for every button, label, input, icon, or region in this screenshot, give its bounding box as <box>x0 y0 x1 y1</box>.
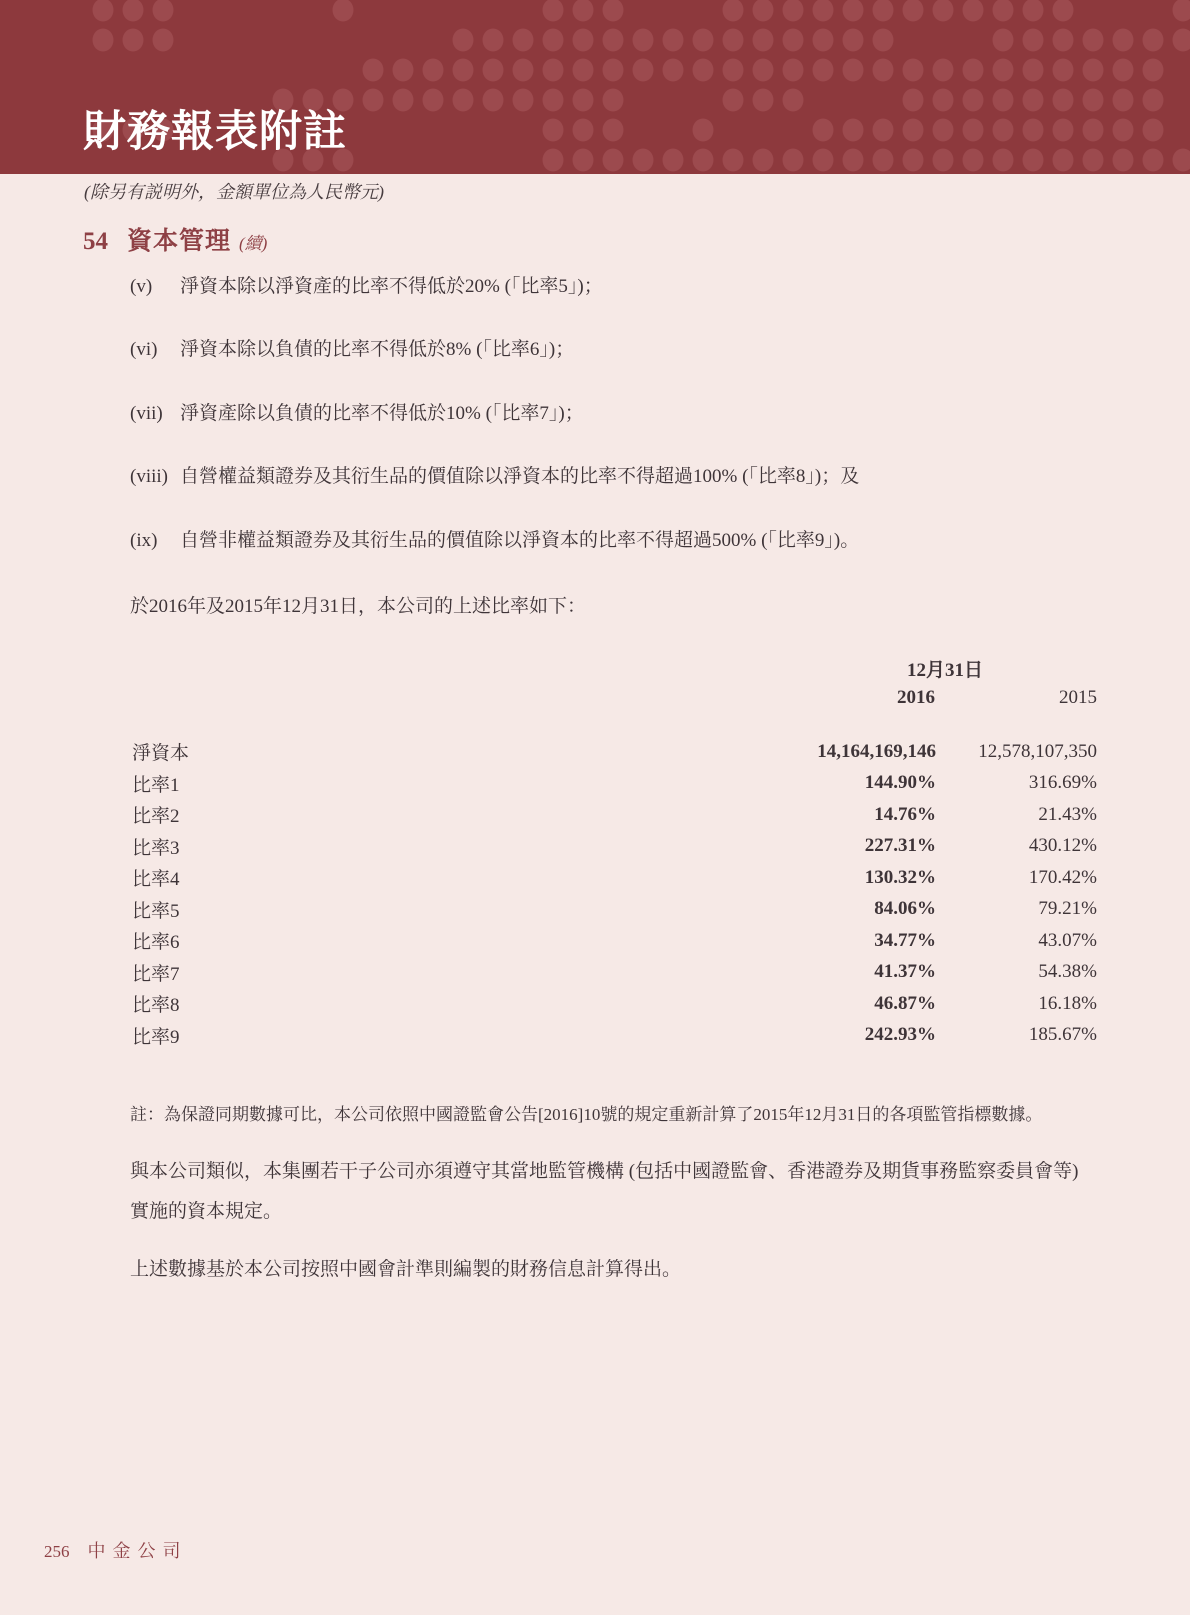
table-row <box>125 831 1103 863</box>
row-value-2016: 242.93% <box>864 1024 936 1046</box>
row-value-2016: 14,164,169,146 <box>817 740 936 762</box>
page-banner <box>0 0 1190 174</box>
row-value-2016: 227.31% <box>864 835 936 857</box>
row-value-2015: 185.67% <box>1028 1024 1097 1046</box>
row-value-2016: 41.37% <box>874 961 936 983</box>
row-label: 比率7 <box>132 963 180 985</box>
table-row <box>125 957 1103 989</box>
table-intro: 於2016年及2015年12月31日，本公司的上述比率如下： <box>130 596 587 617</box>
row-value-2015: 430.12% <box>1028 835 1097 857</box>
column-header-2015: 2015 <box>1059 687 1097 708</box>
row-label: 比率9 <box>132 1026 180 1048</box>
ratios-table <box>125 736 1103 1051</box>
page-footer <box>44 1537 188 1563</box>
page-number: 256 <box>44 1542 70 1561</box>
list-text: 自營權益類證券及其衍生品的價值除以淨資本的比率不得超過100% (「比率8」)；及 <box>180 466 860 487</box>
row-label: 比率6 <box>132 932 180 954</box>
list-marker: (vi) <box>130 339 158 360</box>
row-label: 比率1 <box>132 774 180 796</box>
list-item <box>130 464 859 489</box>
list-text: 淨資本除以負債的比率不得低於8% (「比率6」)； <box>180 339 575 360</box>
row-value-2015: 79.21% <box>1038 898 1097 920</box>
row-label: 淨資本 <box>132 743 190 765</box>
row-value-2015: 21.43% <box>1038 803 1097 825</box>
table-row <box>125 925 1103 957</box>
row-value-2015: 16.18% <box>1038 992 1097 1014</box>
table-row <box>125 768 1103 800</box>
list-marker: (viii) <box>130 466 168 487</box>
row-value-2016: 14.76% <box>874 803 936 825</box>
row-value-2016: 34.77% <box>874 929 936 951</box>
basis-paragraph: 上述數據基於本公司按照中國會計準則編製的財務信息計算得出。 <box>130 1259 682 1280</box>
table-row <box>125 799 1103 831</box>
page-title: 財務報表附註 <box>83 109 347 156</box>
table-footnote: 註：為保證同期數據可比，本公司依照中國證監會公告[2016]10號的規定重新計算了2015年12月31日的各項監管指標數據。 <box>130 1105 1043 1124</box>
table-row <box>125 988 1103 1020</box>
list-item <box>130 337 574 362</box>
row-label: 比率3 <box>132 837 180 859</box>
row-label: 比率4 <box>132 869 180 891</box>
list-item <box>130 274 603 299</box>
table-row <box>125 1020 1103 1052</box>
list-marker: (ix) <box>130 530 158 551</box>
paragraph-line: 與本公司類似，本集團若干子公司亦須遵守其當地監管機構 (包括中國證監會、香港證券及期貨事務監察委員會等) <box>130 1161 1079 1182</box>
row-value-2015: 54.38% <box>1038 961 1097 983</box>
section-heading <box>83 221 267 257</box>
list-marker: (vii) <box>130 403 163 424</box>
paragraph-line: 實施的資本規定。 <box>130 1201 283 1222</box>
table-date-header: 12月31日 <box>906 660 983 681</box>
currency-note: (除另有説明外，金額單位為人民幣元) <box>84 182 384 202</box>
column-header-2016: 2016 <box>897 687 935 708</box>
row-value-2016: 144.90% <box>864 772 936 794</box>
list-text: 淨資本除以淨資產的比率不得低於20% (「比率5」)； <box>180 276 603 297</box>
section-title: 資本管理 <box>127 228 232 255</box>
company-name: 中金公司 <box>87 1541 188 1561</box>
row-value-2015: 43.07% <box>1038 929 1097 951</box>
list-text: 自營非權益類證券及其衍生品的價值除以淨資本的比率不得超過500% (「比率9」)。 <box>180 530 860 551</box>
subsidiaries-paragraph <box>130 1152 1100 1232</box>
list-item <box>130 401 584 426</box>
row-value-2015: 316.69% <box>1028 772 1097 794</box>
row-value-2015: 12,578,107,350 <box>978 740 1097 762</box>
row-value-2016: 84.06% <box>874 898 936 920</box>
list-marker: (v) <box>130 276 153 297</box>
list-item <box>130 528 859 553</box>
row-label: 比率2 <box>132 806 180 828</box>
section-continued: (續) <box>239 234 268 253</box>
table-row <box>125 894 1103 926</box>
table-row <box>125 862 1103 894</box>
row-label: 比率5 <box>132 900 180 922</box>
row-value-2016: 46.87% <box>874 992 936 1014</box>
list-text: 淨資產除以負債的比率不得低於10% (「比率7」)； <box>180 403 584 424</box>
row-value-2016: 130.32% <box>864 866 936 888</box>
row-label: 比率8 <box>132 995 180 1017</box>
row-value-2015: 170.42% <box>1028 866 1097 888</box>
section-number: 54 <box>83 228 108 255</box>
table-row <box>125 736 1103 768</box>
